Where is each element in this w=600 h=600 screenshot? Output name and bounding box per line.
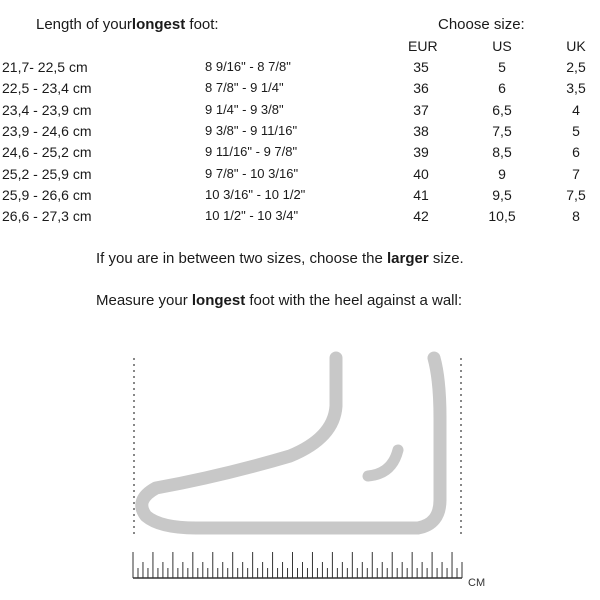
foot-measure-illustration: [0, 340, 600, 600]
uk-column-header: UK: [566, 38, 586, 54]
measure-bold: longest: [191, 292, 246, 309]
row-size-eur: 38: [413, 122, 429, 139]
length-header: [36, 16, 219, 33]
row-length-cm: 23,9 - 24,6 cm: [2, 122, 92, 139]
note-bold: larger: [387, 250, 429, 267]
row-size-eur: 41: [413, 186, 429, 203]
row-size-us: 10,5: [488, 208, 516, 225]
row-size-us: 5: [498, 59, 506, 75]
row-length-cm: 25,2 - 25,9 cm: [2, 165, 92, 182]
foot-outline-icon: [142, 358, 440, 528]
row-length-inch: 8 7/8" - 9 1/4": [205, 80, 284, 96]
row-size-uk: 5: [572, 122, 580, 139]
row-length-inch: 10 3/16" - 10 1/2": [205, 186, 306, 202]
ruler-unit-label: CM: [468, 577, 486, 589]
row-size-eur: 40: [413, 165, 429, 182]
row-size-us: 9: [498, 165, 506, 182]
note-suffix: size.: [428, 250, 464, 267]
row-size-eur: 39: [413, 144, 429, 161]
row-size-uk: 4: [572, 101, 580, 118]
row-size-us: 6,5: [492, 101, 512, 118]
us-column-header: US: [492, 38, 512, 54]
measure-instruction: [96, 292, 462, 309]
length-header-prefix: Length of your: [36, 16, 132, 33]
row-size-uk: 7: [572, 165, 580, 182]
note-prefix: If you are in between two sizes, choose the: [96, 250, 387, 267]
row-size-eur: 42: [413, 208, 429, 225]
row-length-cm: 21,7- 22,5 cm: [2, 59, 88, 75]
length-header-bold: longest: [131, 16, 186, 33]
between-sizes-note: [96, 250, 464, 267]
row-size-us: 8,5: [492, 144, 512, 161]
ruler: [133, 552, 462, 578]
measure-suffix: foot with the heel against a wall:: [245, 292, 463, 309]
row-length-inch: 9 1/4" - 9 3/8": [205, 101, 284, 117]
row-size-us: 6: [498, 80, 506, 97]
row-size-uk: 3,5: [566, 80, 586, 97]
row-length-cm: 23,4 - 23,9 cm: [2, 101, 92, 118]
row-length-inch: 9 11/16" - 9 7/8": [205, 144, 298, 160]
row-size-uk: 7,5: [566, 186, 586, 203]
row-length-inch: 8 9/16" - 8 7/8": [205, 59, 291, 74]
row-size-uk: 6: [572, 144, 580, 161]
row-size-eur: 35: [413, 59, 429, 75]
row-length-cm: 24,6 - 25,2 cm: [2, 144, 92, 161]
row-size-eur: 37: [413, 101, 429, 118]
row-size-us: 9,5: [492, 186, 512, 203]
row-length-cm: 25,9 - 26,6 cm: [2, 186, 92, 203]
row-length-inch: 9 7/8" - 10 3/16": [205, 165, 299, 181]
length-header-suffix: foot:: [185, 16, 219, 33]
row-size-eur: 36: [413, 80, 429, 97]
row-length-inch: 10 1/2" - 10 3/4": [205, 208, 299, 224]
measure-prefix: Measure your: [96, 292, 192, 309]
choose-size-header: Choose size:: [438, 16, 525, 33]
foot-ankle-curve: [368, 450, 398, 476]
row-size-uk: 8: [572, 208, 580, 225]
eur-column-header: EUR: [408, 38, 438, 54]
row-length-inch: 9 3/8" - 9 11/16": [205, 122, 298, 138]
row-length-cm: 22,5 - 23,4 cm: [2, 80, 92, 97]
row-size-uk: 2,5: [566, 59, 586, 75]
row-size-us: 7,5: [492, 122, 512, 139]
row-length-cm: 26,6 - 27,3 cm: [2, 208, 92, 225]
